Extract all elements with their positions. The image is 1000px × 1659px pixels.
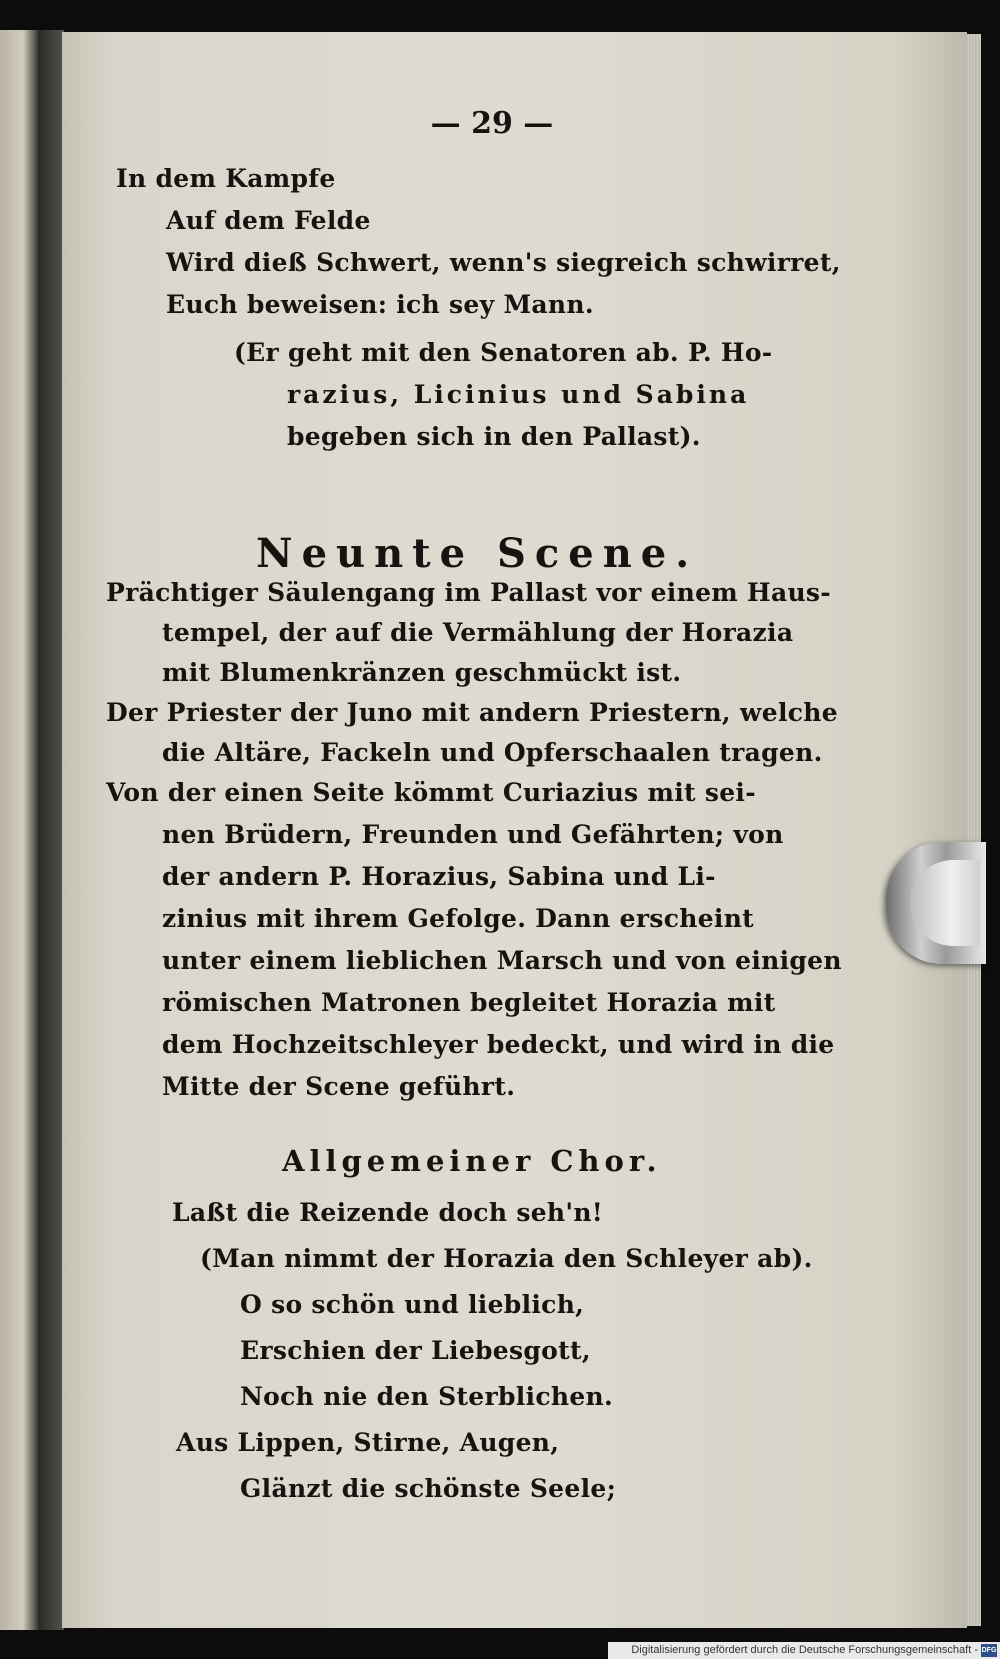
chorus-line: Glänzt die schönste Seele; <box>240 1474 617 1503</box>
description-line: Von der einen Seite kömmt Curiazius mit sei- <box>106 778 756 807</box>
page-stack-edge <box>967 34 981 1626</box>
book-gutter <box>38 30 64 1630</box>
footer-text: Digitalisierung gefördert durch die Deutsche Forschungsgemeinschaft - <box>631 1644 978 1656</box>
chorus-line: Erschien der Liebesgott, <box>240 1336 591 1365</box>
chorus-line: Aus Lippen, Stirne, Augen, <box>176 1428 560 1457</box>
description-line: Mitte der Scene geführt. <box>162 1072 516 1101</box>
description-line: Der Priester der Juno mit andern Priestern, welche <box>106 698 838 727</box>
digitization-footer <box>608 1642 1000 1659</box>
description-line: nen Brüdern, Freunden und Gefährten; von <box>162 820 784 849</box>
verse-line: Euch beweisen: ich sey Mann. <box>166 290 594 319</box>
stage-direction-line: begeben sich in den Pallast). <box>287 422 701 451</box>
stage-direction-line: razius, Licinius und Sabina <box>287 380 750 409</box>
description-line: unter einem lieblichen Marsch und von einigen <box>162 946 842 975</box>
verse-line: Wird dieß Schwert, wenn's siegreich schwirret, <box>166 248 841 277</box>
left-page-edge <box>0 30 38 1630</box>
page-clip-highlight <box>910 860 980 946</box>
description-line: die Altäre, Fackeln und Opferschaalen tragen. <box>162 738 823 767</box>
chorus-line: Noch nie den Sterblichen. <box>240 1382 614 1411</box>
description-line: mit Blumenkränzen geschmückt ist. <box>162 658 682 687</box>
description-line: tempel, der auf die Vermählung der Horazia <box>162 618 794 647</box>
chorus-line: Laßt die Reizende doch seh'n! <box>172 1198 604 1227</box>
description-line: zinius mit ihrem Gefolge. Dann erscheint <box>162 904 755 933</box>
page-clip <box>886 842 986 964</box>
scene-title: Neunte Scene. <box>256 530 699 577</box>
description-line: dem Hochzeitschleyer bedeckt, und wird in die <box>162 1030 835 1059</box>
description-line: Prächtiger Säulengang im Pallast vor einem Haus- <box>106 578 831 607</box>
verse-line: In dem Kampfe <box>116 164 336 193</box>
stage-direction-line: (Man nimmt der Horazia den Schleyer ab). <box>200 1244 813 1273</box>
description-line: der andern P. Horazius, Sabina und Li- <box>162 862 716 891</box>
chorus-line: O so schön und lieblich, <box>240 1290 585 1319</box>
stage-direction-line: (Er geht mit den Senatoren ab. P. Ho- <box>234 338 773 367</box>
dfg-logo-icon: DFG <box>981 1644 997 1657</box>
chorus-title: Allgemeiner Chor. <box>282 1144 662 1178</box>
verse-line: Auf dem Felde <box>166 206 371 235</box>
description-line: römischen Matronen begleitet Horazia mit <box>162 988 776 1017</box>
page-number: — 29 — <box>430 106 554 141</box>
page-content <box>62 32 967 1628</box>
